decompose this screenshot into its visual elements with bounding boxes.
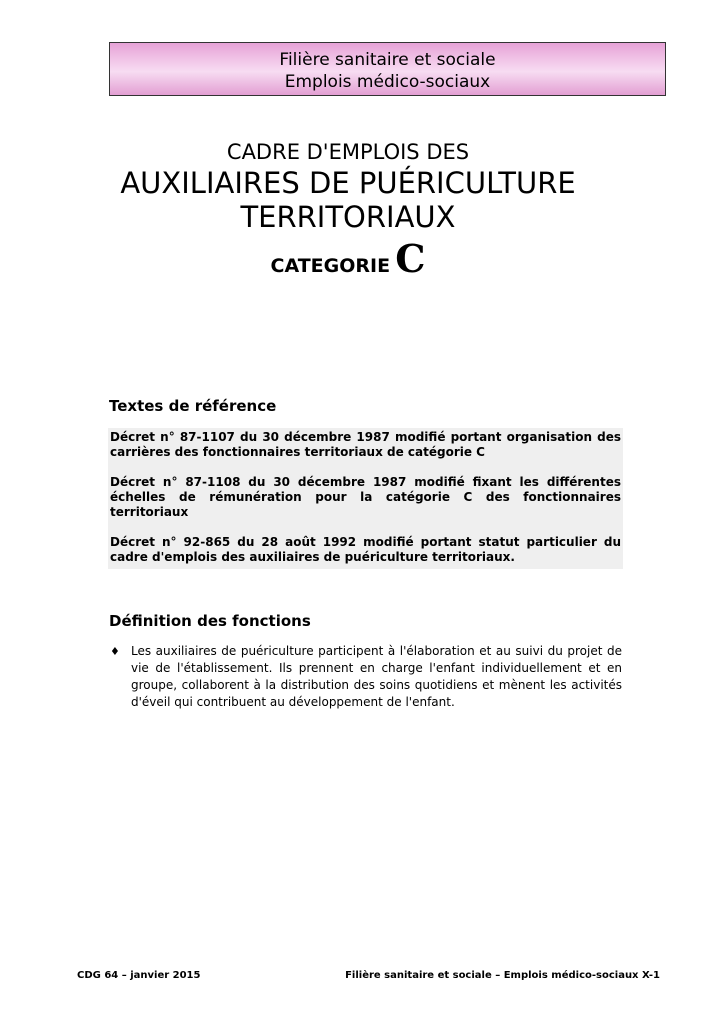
reference-item: Décret n° 92-865 du 28 août 1992 modifié portant statut particulier du cadre d'emplois des auxiliaires de puériculture territoriaux. bbox=[110, 535, 621, 564]
function-description: Les auxiliaires de puériculture participent à l'élaboration et au suivi du projet de vie de l'établissement. Ils prennent en charge l'enfant individuellement et en groupe, collaborent à la distribution des soins quotidiens et mènent les activités d'éveil qui contribuent au développement de l'enfant. bbox=[131, 644, 622, 709]
header-banner bbox=[109, 42, 666, 96]
title-line-2: AUXILIAIRES DE PUÉRICULTURE bbox=[120, 166, 576, 200]
category-line bbox=[0, 236, 696, 281]
title-line-1: CADRE D'EMPLOIS DES bbox=[226, 140, 470, 164]
reference-item: Décret n° 87-1107 du 30 décembre 1987 modifié portant organisation des carrières des fonctionnaires territoriaux de catégorie C bbox=[110, 430, 621, 459]
references-box bbox=[108, 428, 623, 569]
header-line-1: Filière sanitaire et sociale bbox=[279, 50, 496, 70]
title-line-3: TERRITORIAUX bbox=[240, 200, 456, 234]
footer-right: Filière sanitaire et sociale – Emplois médico-sociaux X-1 bbox=[345, 970, 660, 981]
category-letter: C bbox=[395, 236, 426, 281]
footer-left: CDG 64 – janvier 2015 bbox=[77, 970, 201, 981]
functions-heading: Définition des fonctions bbox=[109, 612, 311, 630]
header-line-2: Emplois médico-sociaux bbox=[284, 72, 491, 92]
diamond-bullet-icon: ♦ bbox=[110, 645, 120, 658]
functions-list-item bbox=[110, 643, 622, 711]
references-heading: Textes de référence bbox=[109, 397, 277, 415]
reference-item: Décret n° 87-1108 du 30 décembre 1987 modifié fixant les différentes échelles de rémunération pour la catégorie C des fonctionnaires territoriaux bbox=[110, 475, 621, 519]
category-word: CATEGORIE bbox=[270, 255, 391, 277]
